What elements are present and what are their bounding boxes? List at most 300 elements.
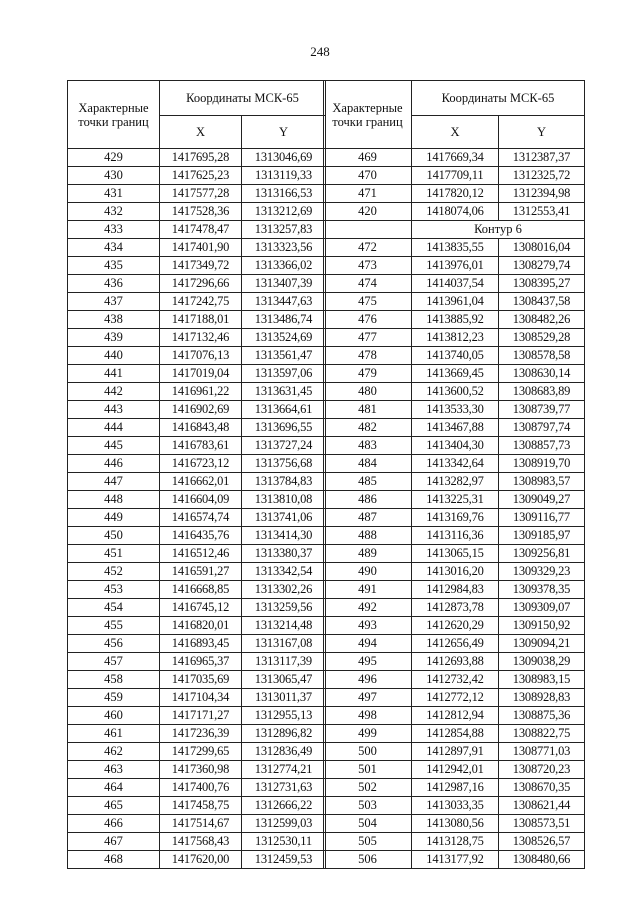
- table-row: [324, 365, 585, 383]
- point-number-cell: 506: [324, 851, 412, 869]
- x-coordinate-cell: 1417478,47: [160, 221, 242, 239]
- point-number-cell: 439: [68, 329, 160, 347]
- y-coordinate-cell: 1309038,29: [499, 653, 585, 671]
- table-row: [324, 329, 585, 347]
- x-coordinate-cell: 1417820,12: [412, 185, 499, 203]
- table-row: [324, 401, 585, 419]
- x-coordinate-cell: 1416783,61: [160, 437, 242, 455]
- x-coordinate-cell: 1417035,69: [160, 671, 242, 689]
- y-coordinate-cell: 1308919,70: [499, 455, 585, 473]
- x-coordinate-cell: 1417528,36: [160, 203, 242, 221]
- table-row: [68, 635, 326, 653]
- point-number-cell: 448: [68, 491, 160, 509]
- y-coordinate-cell: 1308797,74: [499, 419, 585, 437]
- y-coordinate-cell: 1313486,74: [242, 311, 326, 329]
- x-coordinate-cell: 1412942,01: [412, 761, 499, 779]
- y-coordinate-cell: 1312731,63: [242, 779, 326, 797]
- contour-label: Контур 6: [412, 221, 585, 239]
- x-coordinate-cell: 1412897,91: [412, 743, 499, 761]
- point-number-cell: 431: [68, 185, 160, 203]
- point-number-cell: 468: [68, 851, 160, 869]
- point-number-cell: 461: [68, 725, 160, 743]
- y-coordinate-cell: 1308279,74: [499, 257, 585, 275]
- x-coordinate-cell: 1417669,34: [412, 149, 499, 167]
- x-coordinate-cell: 1412873,78: [412, 599, 499, 617]
- x-coordinate-cell: 1416843,48: [160, 419, 242, 437]
- y-coordinate-cell: 1312666,22: [242, 797, 326, 815]
- x-coordinate-cell: 1417349,72: [160, 257, 242, 275]
- x-coordinate-cell: 1416820,01: [160, 617, 242, 635]
- table-row: [324, 653, 585, 671]
- y-coordinate-cell: 1308480,66: [499, 851, 585, 869]
- table-row: [324, 833, 585, 851]
- table-row: [324, 797, 585, 815]
- x-coordinate-cell: 1416893,45: [160, 635, 242, 653]
- y-coordinate-cell: 1308621,44: [499, 797, 585, 815]
- point-number-cell: 453: [68, 581, 160, 599]
- y-coordinate-cell: 1309150,92: [499, 617, 585, 635]
- table-row: [324, 239, 585, 257]
- x-coordinate-cell: 1413669,45: [412, 365, 499, 383]
- table-row: [68, 671, 326, 689]
- table-row: [68, 293, 326, 311]
- point-number-cell: 493: [324, 617, 412, 635]
- point-number-cell: 437: [68, 293, 160, 311]
- x-coordinate-cell: 1412693,88: [412, 653, 499, 671]
- points-header: Характерные точки границ: [324, 81, 412, 149]
- table-row: [324, 311, 585, 329]
- table-row: [324, 437, 585, 455]
- point-number-cell: 455: [68, 617, 160, 635]
- table-row: [324, 617, 585, 635]
- table-row: [68, 815, 326, 833]
- table-row: [324, 473, 585, 491]
- point-number-cell: 454: [68, 599, 160, 617]
- x-coordinate-cell: 1416961,22: [160, 383, 242, 401]
- table-row: [324, 671, 585, 689]
- point-number-cell: 436: [68, 275, 160, 293]
- coords-header: Координаты МСК-65: [412, 81, 585, 116]
- y-coordinate-cell: 1308482,26: [499, 311, 585, 329]
- table-row: [68, 275, 326, 293]
- y-coordinate-cell: 1313212,69: [242, 203, 326, 221]
- table-row: [68, 743, 326, 761]
- point-number-cell: 480: [324, 383, 412, 401]
- point-number-cell: 491: [324, 581, 412, 599]
- y-coordinate-cell: 1309256,81: [499, 545, 585, 563]
- table-row: [324, 455, 585, 473]
- point-number-cell: 442: [68, 383, 160, 401]
- y-coordinate-cell: 1309094,21: [499, 635, 585, 653]
- point-number-cell: 497: [324, 689, 412, 707]
- y-coordinate-cell: 1312387,37: [499, 149, 585, 167]
- y-coordinate-cell: 1308395,27: [499, 275, 585, 293]
- point-number-cell: 465: [68, 797, 160, 815]
- y-coordinate-cell: 1313524,69: [242, 329, 326, 347]
- x-coordinate-cell: 1413177,92: [412, 851, 499, 869]
- table-row: [68, 437, 326, 455]
- x-coordinate-cell: 1417625,23: [160, 167, 242, 185]
- y-coordinate-cell: 1313784,83: [242, 473, 326, 491]
- point-number-cell: 484: [324, 455, 412, 473]
- point-number-cell: 501: [324, 761, 412, 779]
- x-coordinate-cell: 1417104,34: [160, 689, 242, 707]
- x-coordinate-cell: 1413169,76: [412, 509, 499, 527]
- point-number-cell: 499: [324, 725, 412, 743]
- point-number-cell: 489: [324, 545, 412, 563]
- y-coordinate-cell: 1312599,03: [242, 815, 326, 833]
- point-number-cell: 487: [324, 509, 412, 527]
- table-row: [68, 797, 326, 815]
- point-number-cell: 492: [324, 599, 412, 617]
- table-row: [68, 689, 326, 707]
- point-number-cell: 482: [324, 419, 412, 437]
- y-coordinate-cell: 1313302,26: [242, 581, 326, 599]
- point-number-cell: 462: [68, 743, 160, 761]
- point-number-cell: 430: [68, 167, 160, 185]
- contour-row: [324, 221, 585, 239]
- x-coordinate-cell: 1417076,13: [160, 347, 242, 365]
- x-coordinate-cell: 1417296,66: [160, 275, 242, 293]
- table-row: [68, 239, 326, 257]
- y-coordinate-cell: 1308875,36: [499, 707, 585, 725]
- x-coordinate-cell: 1414037,54: [412, 275, 499, 293]
- table-row: [324, 509, 585, 527]
- x-coordinate-cell: 1416604,09: [160, 491, 242, 509]
- y-coordinate-cell: 1312394,98: [499, 185, 585, 203]
- point-number-cell: 420: [324, 203, 412, 221]
- x-coordinate-cell: 1412854,88: [412, 725, 499, 743]
- y-coordinate-cell: 1312459,53: [242, 851, 326, 869]
- x-coordinate-cell: 1416435,76: [160, 527, 242, 545]
- point-number-cell: 477: [324, 329, 412, 347]
- table-row: [68, 851, 326, 869]
- y-coordinate-cell: 1309309,07: [499, 599, 585, 617]
- y-coordinate-cell: 1313366,02: [242, 257, 326, 275]
- point-number-cell: 479: [324, 365, 412, 383]
- x-coordinate-cell: 1413065,15: [412, 545, 499, 563]
- point-number-cell: 488: [324, 527, 412, 545]
- table-row: [68, 707, 326, 725]
- table-row: [324, 581, 585, 599]
- y-coordinate-cell: 1313119,33: [242, 167, 326, 185]
- table-row: [68, 563, 326, 581]
- point-number-cell: 433: [68, 221, 160, 239]
- point-number-cell: 485: [324, 473, 412, 491]
- x-coordinate-cell: 1413225,31: [412, 491, 499, 509]
- table-row: [68, 221, 326, 239]
- y-coordinate-cell: 1313214,48: [242, 617, 326, 635]
- table-row: [324, 545, 585, 563]
- table-row: [68, 455, 326, 473]
- x-coordinate-cell: 1412656,49: [412, 635, 499, 653]
- point-number-cell: 466: [68, 815, 160, 833]
- table-row: [324, 491, 585, 509]
- x-coordinate-cell: 1417236,39: [160, 725, 242, 743]
- coordinates-table-left: [67, 80, 326, 869]
- y-coordinate-cell: 1313597,06: [242, 365, 326, 383]
- point-number-cell: 463: [68, 761, 160, 779]
- x-coordinate-cell: 1417695,28: [160, 149, 242, 167]
- y-coordinate-cell: 1308529,28: [499, 329, 585, 347]
- point-number-cell: 472: [324, 239, 412, 257]
- table-row: [68, 761, 326, 779]
- table-row: [68, 653, 326, 671]
- y-coordinate-cell: 1313727,24: [242, 437, 326, 455]
- point-number-cell: 474: [324, 275, 412, 293]
- page-number: 248: [310, 44, 330, 59]
- point-number-cell: 449: [68, 509, 160, 527]
- point-number-cell: 473: [324, 257, 412, 275]
- x-coordinate-cell: 1413812,23: [412, 329, 499, 347]
- y-coordinate-cell: 1313257,83: [242, 221, 326, 239]
- y-coordinate-cell: 1308526,57: [499, 833, 585, 851]
- y-coordinate-cell: 1308983,57: [499, 473, 585, 491]
- y-coordinate-cell: 1312774,21: [242, 761, 326, 779]
- point-number-cell: 498: [324, 707, 412, 725]
- point-number-cell: 451: [68, 545, 160, 563]
- point-number-cell: 459: [68, 689, 160, 707]
- x-coordinate-cell: 1417577,28: [160, 185, 242, 203]
- y-coordinate-cell: 1308983,15: [499, 671, 585, 689]
- point-number-cell: 467: [68, 833, 160, 851]
- y-coordinate-cell: 1309049,27: [499, 491, 585, 509]
- point-number-cell: 444: [68, 419, 160, 437]
- point-number-cell: 445: [68, 437, 160, 455]
- y-coordinate-cell: 1309185,97: [499, 527, 585, 545]
- point-number-cell: 486: [324, 491, 412, 509]
- x-coordinate-cell: 1418074,06: [412, 203, 499, 221]
- point-number-cell: 446: [68, 455, 160, 473]
- x-coordinate-cell: 1413116,36: [412, 527, 499, 545]
- y-coordinate-cell: 1313561,47: [242, 347, 326, 365]
- point-number-cell: 440: [68, 347, 160, 365]
- x-coordinate-cell: 1413282,97: [412, 473, 499, 491]
- x-coordinate-cell: 1416965,37: [160, 653, 242, 671]
- y-coordinate-cell: 1313696,55: [242, 419, 326, 437]
- x-coordinate-cell: 1413033,35: [412, 797, 499, 815]
- table-row: [68, 491, 326, 509]
- y-header: Y: [242, 116, 326, 149]
- table-row: [324, 203, 585, 221]
- y-coordinate-cell: 1313407,39: [242, 275, 326, 293]
- point-number-cell: 495: [324, 653, 412, 671]
- point-number-cell: 435: [68, 257, 160, 275]
- table-row: [324, 707, 585, 725]
- point-number-cell: 452: [68, 563, 160, 581]
- x-coordinate-cell: 1417400,76: [160, 779, 242, 797]
- x-header: X: [412, 116, 499, 149]
- table-row: [324, 383, 585, 401]
- table-row: [68, 203, 326, 221]
- point-number-cell: 496: [324, 671, 412, 689]
- x-coordinate-cell: 1417242,75: [160, 293, 242, 311]
- x-coordinate-cell: 1416745,12: [160, 599, 242, 617]
- x-coordinate-cell: 1416591,27: [160, 563, 242, 581]
- table-row: [68, 149, 326, 167]
- x-coordinate-cell: 1413080,56: [412, 815, 499, 833]
- table-row: [68, 545, 326, 563]
- point-number-cell: 456: [68, 635, 160, 653]
- x-coordinate-cell: 1413404,30: [412, 437, 499, 455]
- x-coordinate-cell: 1413533,30: [412, 401, 499, 419]
- x-coordinate-cell: 1413740,05: [412, 347, 499, 365]
- x-coordinate-cell: 1413600,52: [412, 383, 499, 401]
- x-coordinate-cell: 1413885,92: [412, 311, 499, 329]
- point-number-cell: 494: [324, 635, 412, 653]
- point-number-cell: 478: [324, 347, 412, 365]
- point-number-cell: 460: [68, 707, 160, 725]
- table-row: [68, 167, 326, 185]
- y-coordinate-cell: 1308822,75: [499, 725, 585, 743]
- table-row: [68, 329, 326, 347]
- table-row: [68, 599, 326, 617]
- x-coordinate-cell: 1417132,46: [160, 329, 242, 347]
- table-row: [324, 149, 585, 167]
- x-coordinate-cell: 1416668,85: [160, 581, 242, 599]
- table-row: [324, 167, 585, 185]
- table-row: [68, 725, 326, 743]
- y-coordinate-cell: 1308683,89: [499, 383, 585, 401]
- table-row: [324, 779, 585, 797]
- point-number-cell: 470: [324, 167, 412, 185]
- x-coordinate-cell: 1412620,29: [412, 617, 499, 635]
- point-number-cell: 457: [68, 653, 160, 671]
- x-coordinate-cell: 1417458,75: [160, 797, 242, 815]
- x-coordinate-cell: 1417401,90: [160, 239, 242, 257]
- y-coordinate-cell: 1309116,77: [499, 509, 585, 527]
- y-coordinate-cell: 1313259,56: [242, 599, 326, 617]
- point-number-cell: 475: [324, 293, 412, 311]
- table-row: [324, 563, 585, 581]
- table-row: [324, 293, 585, 311]
- y-coordinate-cell: 1313631,45: [242, 383, 326, 401]
- table-row: [324, 275, 585, 293]
- table-row: [324, 635, 585, 653]
- y-coordinate-cell: 1312553,41: [499, 203, 585, 221]
- table-row: [68, 473, 326, 491]
- x-coordinate-cell: 1417188,01: [160, 311, 242, 329]
- table-row: [68, 257, 326, 275]
- x-coordinate-cell: 1412987,16: [412, 779, 499, 797]
- x-coordinate-cell: 1413016,20: [412, 563, 499, 581]
- x-coordinate-cell: 1416574,74: [160, 509, 242, 527]
- y-coordinate-cell: 1313065,47: [242, 671, 326, 689]
- points-header: Характерные точки границ: [68, 81, 160, 149]
- point-number-cell: 504: [324, 815, 412, 833]
- y-coordinate-cell: 1313167,08: [242, 635, 326, 653]
- x-coordinate-cell: 1413835,55: [412, 239, 499, 257]
- table-row: [324, 185, 585, 203]
- y-coordinate-cell: 1312530,11: [242, 833, 326, 851]
- table-row: [68, 419, 326, 437]
- x-coordinate-cell: 1413961,04: [412, 293, 499, 311]
- y-coordinate-cell: 1308437,58: [499, 293, 585, 311]
- x-coordinate-cell: 1413467,88: [412, 419, 499, 437]
- x-coordinate-cell: 1412732,42: [412, 671, 499, 689]
- y-coordinate-cell: 1308928,83: [499, 689, 585, 707]
- x-coordinate-cell: 1417514,67: [160, 815, 242, 833]
- point-number-cell: 443: [68, 401, 160, 419]
- y-coordinate-cell: 1313447,63: [242, 293, 326, 311]
- table-row: [324, 599, 585, 617]
- y-coordinate-cell: 1313741,06: [242, 509, 326, 527]
- point-number-cell: 458: [68, 671, 160, 689]
- point-number-cell: 490: [324, 563, 412, 581]
- y-coordinate-cell: 1313664,61: [242, 401, 326, 419]
- y-coordinate-cell: 1308857,73: [499, 437, 585, 455]
- x-coordinate-cell: 1417299,65: [160, 743, 242, 761]
- table-row: [68, 527, 326, 545]
- y-coordinate-cell: 1308720,23: [499, 761, 585, 779]
- x-coordinate-cell: 1416723,12: [160, 455, 242, 473]
- table-row: [68, 383, 326, 401]
- y-coordinate-cell: 1313414,30: [242, 527, 326, 545]
- table-row: [324, 419, 585, 437]
- point-number-cell: 464: [68, 779, 160, 797]
- table-row: [68, 185, 326, 203]
- x-coordinate-cell: 1416512,46: [160, 545, 242, 563]
- y-coordinate-cell: 1313166,53: [242, 185, 326, 203]
- point-number-cell: 441: [68, 365, 160, 383]
- coords-header: Координаты МСК-65: [160, 81, 326, 116]
- coordinates-table-right: [323, 80, 585, 869]
- y-coordinate-cell: 1313380,37: [242, 545, 326, 563]
- x-coordinate-cell: 1416902,69: [160, 401, 242, 419]
- point-number-cell: 483: [324, 437, 412, 455]
- y-coordinate-cell: 1308739,77: [499, 401, 585, 419]
- y-coordinate-cell: 1313011,37: [242, 689, 326, 707]
- point-number-cell: 450: [68, 527, 160, 545]
- y-coordinate-cell: 1313046,69: [242, 149, 326, 167]
- point-number-cell: 500: [324, 743, 412, 761]
- table-row: [324, 527, 585, 545]
- x-coordinate-cell: 1417360,98: [160, 761, 242, 779]
- x-coordinate-cell: 1413976,01: [412, 257, 499, 275]
- table-row: [68, 311, 326, 329]
- point-number-cell: 505: [324, 833, 412, 851]
- y-coordinate-cell: 1308578,58: [499, 347, 585, 365]
- y-coordinate-cell: 1313810,08: [242, 491, 326, 509]
- y-coordinate-cell: 1312836,49: [242, 743, 326, 761]
- table-row: [68, 581, 326, 599]
- y-coordinate-cell: 1308771,03: [499, 743, 585, 761]
- table-row: [324, 815, 585, 833]
- y-coordinate-cell: 1312325,72: [499, 167, 585, 185]
- x-coordinate-cell: 1417709,11: [412, 167, 499, 185]
- y-coordinate-cell: 1313323,56: [242, 239, 326, 257]
- x-coordinate-cell: 1412984,83: [412, 581, 499, 599]
- table-row: [68, 365, 326, 383]
- table-row: [324, 257, 585, 275]
- y-coordinate-cell: 1313756,68: [242, 455, 326, 473]
- point-number-cell: 502: [324, 779, 412, 797]
- point-number-cell: 429: [68, 149, 160, 167]
- table-row: [324, 761, 585, 779]
- table-row: [68, 779, 326, 797]
- y-coordinate-cell: 1309329,23: [499, 563, 585, 581]
- x-coordinate-cell: 1412772,12: [412, 689, 499, 707]
- y-coordinate-cell: 1309378,35: [499, 581, 585, 599]
- x-coordinate-cell: 1417171,27: [160, 707, 242, 725]
- y-coordinate-cell: 1308573,51: [499, 815, 585, 833]
- y-coordinate-cell: 1313342,54: [242, 563, 326, 581]
- y-coordinate-cell: 1312896,82: [242, 725, 326, 743]
- table-row: [68, 833, 326, 851]
- x-header: X: [160, 116, 242, 149]
- table-row: [324, 851, 585, 869]
- point-number-cell: 503: [324, 797, 412, 815]
